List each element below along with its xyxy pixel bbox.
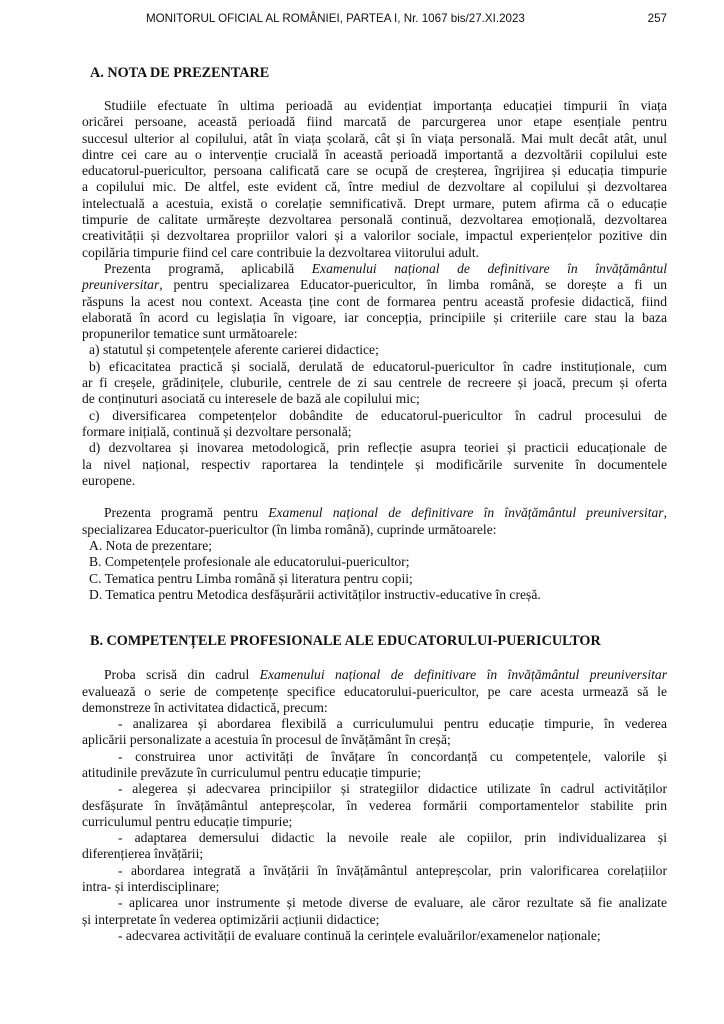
- text-run: desfășurate în învățământul antepreșcolar, în vederea formării comportamentelor stabilite prin: [82, 797, 667, 813]
- text-line: [82, 277, 667, 293]
- text-line: [82, 98, 667, 114]
- text-run: elaborată în acord cu legislația în vigoare, iar concepția, principiile și criteriile care stau la baza: [82, 309, 667, 325]
- text-run: propunerilor tematice sunt următoarele:: [82, 326, 298, 342]
- text-run: creativității și dezvoltarea propriilor valori și a valorilor sociale, impactul experiențelor pozitive din: [82, 228, 667, 244]
- text-run: aplicării personalizate a acestuia în procesul de învățământ în creșă;: [82, 732, 451, 748]
- text-line: [82, 846, 667, 862]
- text-line: [82, 114, 667, 130]
- text-run: Prezenta programă pentru: [104, 505, 269, 521]
- text-line: [82, 131, 667, 147]
- text-run: dintre cei care au o intervenție crucială în această perioadă importantă a dezvoltării copilului este: [82, 146, 667, 162]
- italic-text: Examenului național de definitivare în învățământul: [311, 260, 668, 276]
- text-line: [82, 424, 667, 440]
- text-run: b) eficacitatea practică și socială, derulată de educatorul-puericultor în cadre instituționale, cum: [89, 358, 667, 374]
- text-run: Studiile efectuate în ultima perioadă au evidențiat importanța educației timpurii în viața: [104, 98, 667, 113]
- text-run: evaluează o serie de competențe specifice educatorului-puericultor, pe care acesta urmează să le: [82, 683, 667, 699]
- text-run: - adaptarea demersului didactic la nevoile reale ale copiilor, prin individualizarea și: [118, 830, 667, 846]
- text-run: copilăria timpurie fiind cel care contribuie la dezvoltarea viitorului adult.: [82, 244, 480, 260]
- text-run: - alegerea și adecvarea principiilor și strategiilor didactice utilizate în cadrul activităților: [118, 781, 667, 797]
- text-run: B. Competențele profesionale ale educatorului-puericultor;: [89, 554, 410, 570]
- bullet-item: [82, 895, 667, 928]
- list-item: [82, 538, 667, 554]
- text-line: [82, 830, 667, 846]
- text-line: [82, 928, 667, 944]
- text-line: [82, 684, 667, 700]
- document-body: [82, 0, 667, 944]
- text-line: [82, 326, 667, 342]
- text-line: [82, 700, 667, 716]
- list-item: [82, 342, 667, 358]
- text-line: [82, 912, 667, 928]
- text-run: a copilului mic. De altfel, este evident că, între mediul de dezvoltare al copilului și dezvoltarea: [82, 179, 667, 195]
- text-run: - analizarea și abordarea flexibilă a curriculumului pentru educație timpurie, în vederea: [118, 716, 667, 732]
- text-line: [82, 781, 667, 797]
- italic-text: Examenului național de definitivare în învățământul preuniversitar: [259, 667, 667, 683]
- section: [82, 65, 667, 603]
- section: [82, 633, 667, 944]
- list-item: [82, 440, 667, 489]
- text-line: [82, 391, 667, 407]
- section-heading: B. COMPETENȚELE PROFESIONALE ALE EDUCATORULUI-PUERICULTOR: [90, 633, 601, 650]
- text-line: [82, 716, 667, 732]
- list-item: [82, 587, 667, 603]
- bullet-item: [82, 830, 667, 863]
- paragraph: [82, 98, 667, 261]
- text-run: demonstreze în activitatea didactică, precum:: [82, 699, 328, 715]
- text-line: [82, 196, 667, 212]
- text-line: [82, 261, 667, 277]
- text-line: [82, 212, 667, 228]
- bullet-item: [82, 749, 667, 782]
- list-item: [82, 571, 667, 587]
- text-line: [82, 505, 667, 521]
- text-run: oricărei persoane, această perioadă fiind marcată de parcurgerea unor etape esențiale pentru: [82, 114, 667, 130]
- text-run: - construirea unor activități de învățare în concordanță cu competențele, valorile și: [118, 748, 667, 764]
- text-run: d) dezvoltarea și inovarea metodologică, prin reflecție asupra teoriei și practicii educaționale de: [89, 440, 667, 456]
- text-run: timpurie de calitate urmărește dezvoltarea personală continuă, dezvoltarea emoțională, dezvoltarea: [82, 212, 667, 228]
- text-line: [82, 538, 667, 554]
- bullet-item: [82, 928, 667, 944]
- bullet-item: [82, 863, 667, 896]
- text-run: intelectuală a acestuia, există o corelație semnificativă. Drept urmare, putem afirma că o educație: [82, 195, 667, 211]
- text-run: D. Tematica pentru Metodica desfășurării activităților instructiv-educative în creșă.: [89, 586, 541, 602]
- text-line: [82, 457, 667, 473]
- text-line: [82, 571, 667, 587]
- text-line: [82, 749, 667, 765]
- text-run: ar fi creșele, grădinițele, cluburile, centrele de zi sau centrele de recreere și joacă, precum și oferta: [82, 375, 667, 391]
- italic-text: Examenul național de definitivare în învățământul preuniversitar: [268, 505, 664, 521]
- text-run: Proba scrisă din cadrul: [104, 667, 260, 683]
- text-line: [82, 408, 667, 424]
- section-heading: A. NOTA DE PREZENTARE: [90, 65, 270, 81]
- text-run: intra- și interdisciplinare;: [82, 879, 220, 895]
- text-run: și interpretate în vederea optimizării acțiunii didactice;: [82, 911, 380, 927]
- text-line: [82, 163, 667, 179]
- text-run: europene.: [82, 472, 136, 488]
- text-run: succesul ulterior al copilului, atât în viața școlară, cât și în viața personală. Mai mult decât atât, unul: [82, 130, 667, 146]
- text-run: educatorul-puericultor, persoana calificată care se ocupă de creșterea, îngrijirea și educația timpurie: [82, 163, 667, 179]
- list-item: [82, 359, 667, 408]
- paragraph: [82, 667, 667, 716]
- text-run: răspuns la acest nou context. Aceasta ține cont de formarea pentru această profesie didactică, fiind: [82, 293, 667, 309]
- text-line: [82, 310, 667, 326]
- text-run: Prezenta programă, aplicabilă: [104, 260, 312, 276]
- text-run: curriculumul pentru educație timpurie;: [82, 813, 293, 829]
- text-run: - adecvarea activității de evaluare continuă la cerințele evaluărilor/examenelor naționale;: [118, 927, 601, 943]
- text-line: [82, 587, 667, 603]
- list-item: [82, 408, 667, 441]
- text-run: - abordarea integrată a învățării în învățământul antepreșcolar, prin valorificarea corelațiilor: [118, 862, 667, 878]
- text-line: [82, 473, 667, 489]
- page-number: 257: [647, 12, 667, 25]
- text-line: [82, 245, 667, 261]
- text-line: [82, 667, 667, 683]
- bullet-item: [82, 781, 667, 830]
- text-line: [82, 522, 667, 538]
- paragraph: [82, 505, 667, 538]
- text-line: [82, 342, 667, 358]
- text-line: [82, 895, 667, 911]
- text-line: [82, 228, 667, 244]
- text-run: , pentru specializarea Educator-puericultor, în limba română, se dorește a fi un: [159, 277, 667, 293]
- text-line: [82, 440, 667, 456]
- italic-text: preuniversitar: [82, 277, 160, 293]
- list-item: [82, 554, 667, 570]
- text-line: [82, 147, 667, 163]
- text-line: [82, 294, 667, 310]
- text-line: [82, 863, 667, 879]
- text-line: [82, 798, 667, 814]
- text-line: [82, 765, 667, 781]
- text-run: A. Nota de prezentare;: [89, 538, 213, 554]
- text-line: [82, 814, 667, 830]
- text-run: diferențierea învățării;: [82, 846, 204, 862]
- text-line: [82, 359, 667, 375]
- text-run: de conținuturi asociată cu interesele de bază ale copilului mic;: [82, 391, 420, 407]
- text-line: [82, 554, 667, 570]
- text-line: [82, 179, 667, 195]
- text-run: la nivel național, respectiv raportarea la tendințele și modificările survenite în documentele: [82, 456, 667, 472]
- text-run: c) diversificarea competențelor dobândite de educatorul-puericultor în cadrul procesului de: [89, 407, 667, 423]
- bullet-item: [82, 716, 667, 749]
- text-run: atitudinile prevăzute în curriculumul pentru educație timpurie;: [82, 764, 421, 780]
- text-run: ,: [663, 505, 667, 521]
- text-run: - aplicarea unor instrumente și metode diverse de evaluare, ale căror rezultate să fie analizate: [118, 895, 667, 911]
- text-run: a) statutul și competențele aferente carierei didactice;: [89, 342, 379, 358]
- paragraph: [82, 261, 667, 342]
- publication-title: MONITORUL OFICIAL AL ROMÂNIEI, PARTEA I, Nr. 1067 bis/27.XI.2023: [146, 12, 525, 25]
- text-line: [82, 879, 667, 895]
- text-run: specializarea Educator-puericultor (în limba română), cuprinde următoarele:: [82, 521, 497, 537]
- text-run: formare inițială, continuă și dezvoltare personală;: [82, 423, 352, 439]
- text-line: [82, 375, 667, 391]
- text-run: C. Tematica pentru Limba română și literatura pentru copii;: [89, 570, 413, 586]
- text-line: [82, 732, 667, 748]
